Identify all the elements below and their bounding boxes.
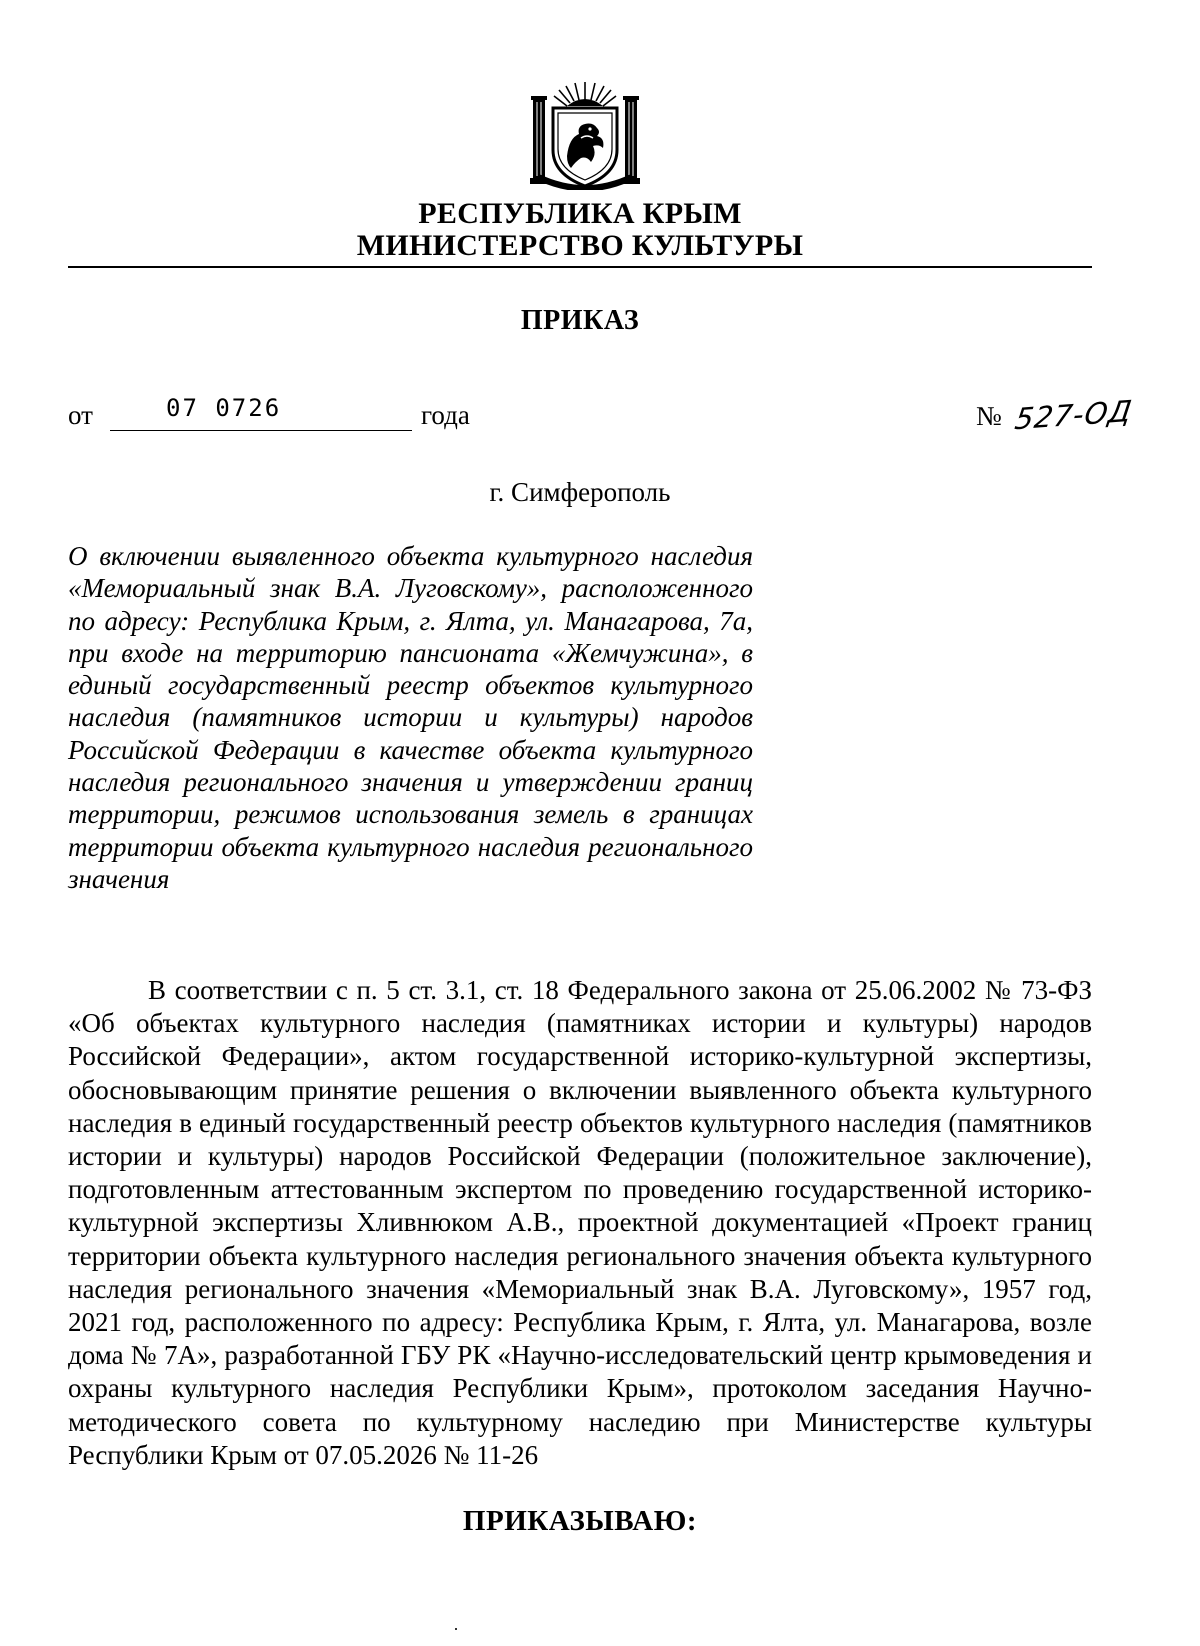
date-stamp: 07 0726 <box>166 394 282 422</box>
order-subject: О включении выявленного объекта культурного наследия «Мемориальный знак В.А. Луговскому», расположенного по адресу: Республика Крым, г. Ялта, ул. Манагарова, 7а, при входе на территорию пансионата «Жемчужина», в единый государственный реестр объектов культурного наследия (памятников истории и культуры) народов Российской Федерации в качестве объекта культурного наследия регионального значения и утверждении границ территории, режимов использования земель в границах территории объекта культурного наследия регионального значения <box>68 541 753 894</box>
org-name-republic: РЕСПУБЛИКА КРЫМ <box>418 197 742 230</box>
preamble-paragraph: В соответствии с п. 5 ст. 3.1, ст. 18 Федерального закона от 25.06.2002 № 73-ФЗ «Об объектах культурного наследия (памятниках истории и культуры) народов Российской Федерации», актом государственной историко-культурной экспертизы, обосновывающим принятие решения о включении выявленного объекта культурного наследия в единый государственный реестр объектов культурного наследия (памятников истории и культуры) народов Российской Федерации (положительное заключение), подготовленным аттестованным экспертом по проведению государственной историко-культурной экспертизы Хливнюком А.В., проектной документацией «Проект границ территории объекта культурного наследия регионального значения объекта культурного наследия регионального значения «Мемориальный знак В.А. Луговскому», 1957 год, 2021 год, расположенного по адресу: Республика Крым, г. Ялта, ул. Манагарова, возле дома № 7А», разработанной ГБУ РК «Научно-исследовательский центр крымоведения и охраны культурного наследия Республики Крым», протоколом заседания Научно-методического совета по культурному наследию при Министерстве культуры Республики Крым от 07.05.2026 № 11-26 <box>68 975 1092 1470</box>
document-number <box>976 393 1135 437</box>
number-prefix: № <box>976 401 1002 431</box>
crimea-coat-of-arms-icon <box>527 78 643 190</box>
header-divider <box>68 266 1092 268</box>
document-type-title: ПРИКАЗ <box>520 305 640 336</box>
handwritten-number: 527-ОД <box>1012 393 1135 437</box>
scan-speck <box>455 1628 457 1630</box>
date-prefix: от <box>68 400 93 430</box>
date-underline <box>110 430 412 431</box>
date-line <box>68 394 498 440</box>
date-suffix: года <box>421 400 470 430</box>
order-heading: ПРИКАЗЫВАЮ: <box>462 1505 698 1537</box>
city-line: г. Симферополь <box>489 477 671 507</box>
org-name-ministry: МИНИСТЕРСТВО КУЛЬТУРЫ <box>356 229 804 262</box>
